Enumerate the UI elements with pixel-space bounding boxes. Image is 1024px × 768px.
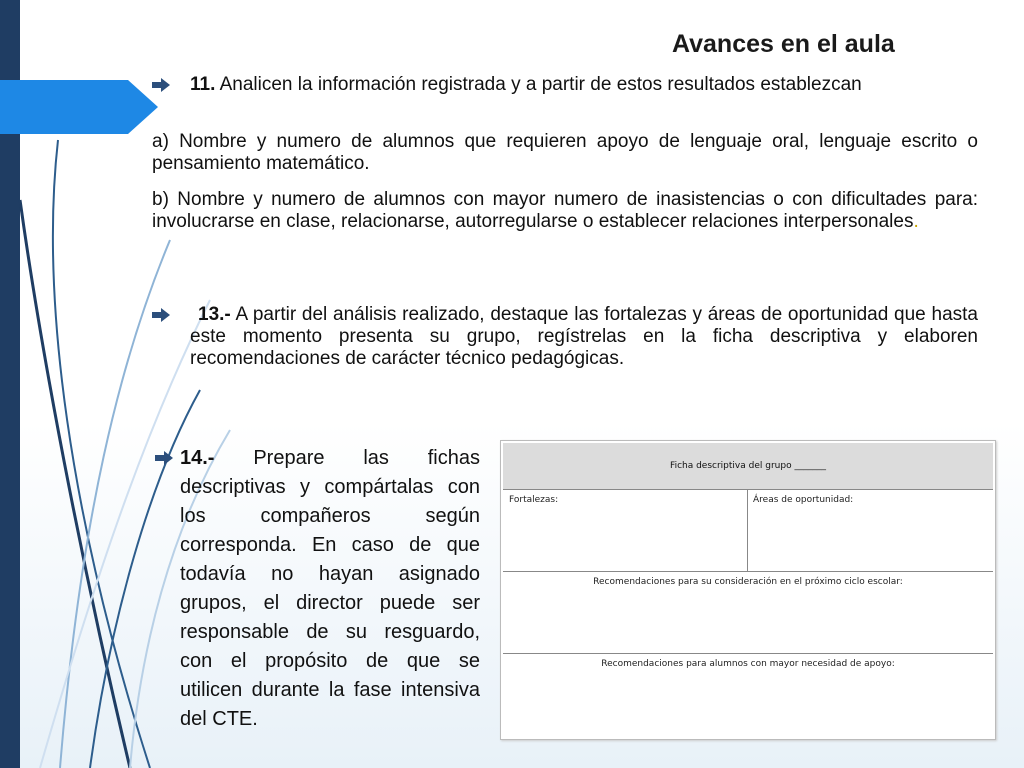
arrow-bullet-icon bbox=[155, 451, 173, 465]
form-divider bbox=[503, 571, 993, 572]
form-recommendations-students-label: Recomendaciones para alumnos con mayor necesidad de apoyo: bbox=[601, 659, 895, 669]
item-b-text: b) Nombre y numero de alumnos con mayor numero de inasistencias o con dificultades para: involucrarse en clase, relacionarse, autorregularse o establecer relaciones interpersonales bbox=[152, 189, 978, 232]
form-title: Ficha descriptiva del grupo _______ bbox=[503, 443, 993, 490]
form-divider bbox=[503, 653, 993, 654]
item-14 bbox=[180, 444, 480, 734]
item-b-trail: . bbox=[913, 211, 919, 232]
item-13 bbox=[190, 304, 978, 370]
arrow-bullet-icon bbox=[152, 78, 170, 92]
form-recommendations-next-label: Recomendaciones para su consideración en el próximo ciclo escolar: bbox=[593, 577, 903, 587]
arrow-bullet-icon bbox=[152, 308, 170, 322]
form-divider bbox=[747, 489, 748, 571]
arrow-accent bbox=[0, 80, 158, 134]
item-13-text: A partir del análisis realizado, destaque las fortalezas y áreas de oportunidad que hasta este momento presenta su grupo, regístrelas en la ficha descriptiva y elaboren recomendaciones de carácter técnico pedagógicas. bbox=[190, 304, 978, 369]
item-b bbox=[152, 189, 978, 233]
slide-title: Avances en el aula bbox=[672, 30, 895, 58]
item-11-number: 11. bbox=[190, 74, 216, 95]
form-opportunities-label: Áreas de oportunidad: bbox=[753, 495, 854, 505]
form-strengths-label: Fortalezas: bbox=[509, 495, 559, 505]
item-13-number: 13.- bbox=[198, 304, 231, 325]
item-14-number: 14.- bbox=[180, 447, 215, 469]
item-11 bbox=[190, 74, 978, 96]
descriptive-form-image bbox=[500, 440, 996, 740]
item-14-text: Prepare las fichas descriptivas y compártalas con los compañeros según corresponda. En caso de que todavía no hayan asignado grupos, el director puede ser responsable de su resguardo, con el propósito de que se utilicen durante la fase intensiva del CTE. bbox=[180, 447, 480, 730]
item-11-text: Analicen la información registrada y a partir de estos resultados establezcan bbox=[219, 74, 862, 95]
item-a: a) Nombre y numero de alumnos que requieren apoyo de lenguaje oral, lenguaje escrito o pensamiento matemático. bbox=[152, 131, 978, 174]
